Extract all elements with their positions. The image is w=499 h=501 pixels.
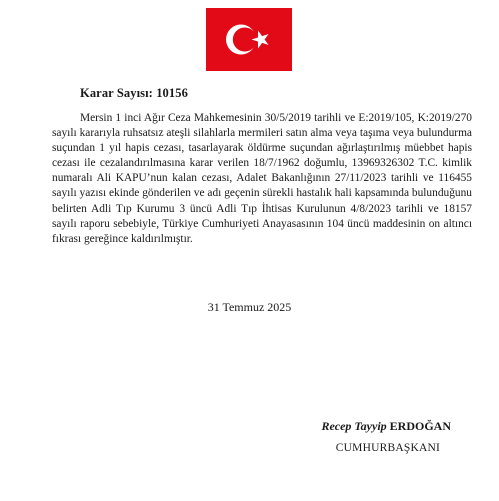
turkish-flag-icon	[206, 8, 292, 71]
signer-given-names: Recep Tayyip	[321, 419, 387, 433]
decision-body-text: Mersin 1 inci Ağır Ceza Mahkemesinin 30/5/2019 tarihli ve E:2019/105, K:2019/270 sayılı kararıyla ruhsatsız ateşli silahlarla mermileri satın alma veya taşıma veya bulundurma suçundan 1 yıl hapis cezası, tasarlayarak öldürme suçundan ağırlaştırılmış müebbet hapis cezası ile cezalandırılmasına karar verilen 18/7/1962 doğumlu, 13969326302 T.C. kimlik numaralı Ali KAPU’nun kalan cezası, Adalet Bakanlığının 27/11/2023 tarihli ve 116455 sayılı yazısı ekinde gönderilen ve adı geçenin sürekli hastalık hali kapsamında bulunduğunu belirten Adli Tıp Kurumu 3 üncü Adli Tıp İhtisas Kurulunun 4/8/2023 tarihli ve 18157 sayılı raporu sebebiyle, Türkiye Cumhuriyeti Anayasasının 104 üncü maddesinin on altıncı fıkrası gereğince kaldırılmıştır.	[52, 112, 472, 245]
decision-date: 31 Temmuz 2025	[207, 300, 292, 314]
decision-number-value: 10156	[156, 86, 188, 100]
decision-number	[80, 86, 188, 101]
decision-number-label: Karar Sayısı:	[80, 86, 153, 100]
signer-surname: ERDOĞAN	[389, 419, 451, 433]
signer-title-text: CUMHURBAŞKANI	[335, 442, 440, 454]
